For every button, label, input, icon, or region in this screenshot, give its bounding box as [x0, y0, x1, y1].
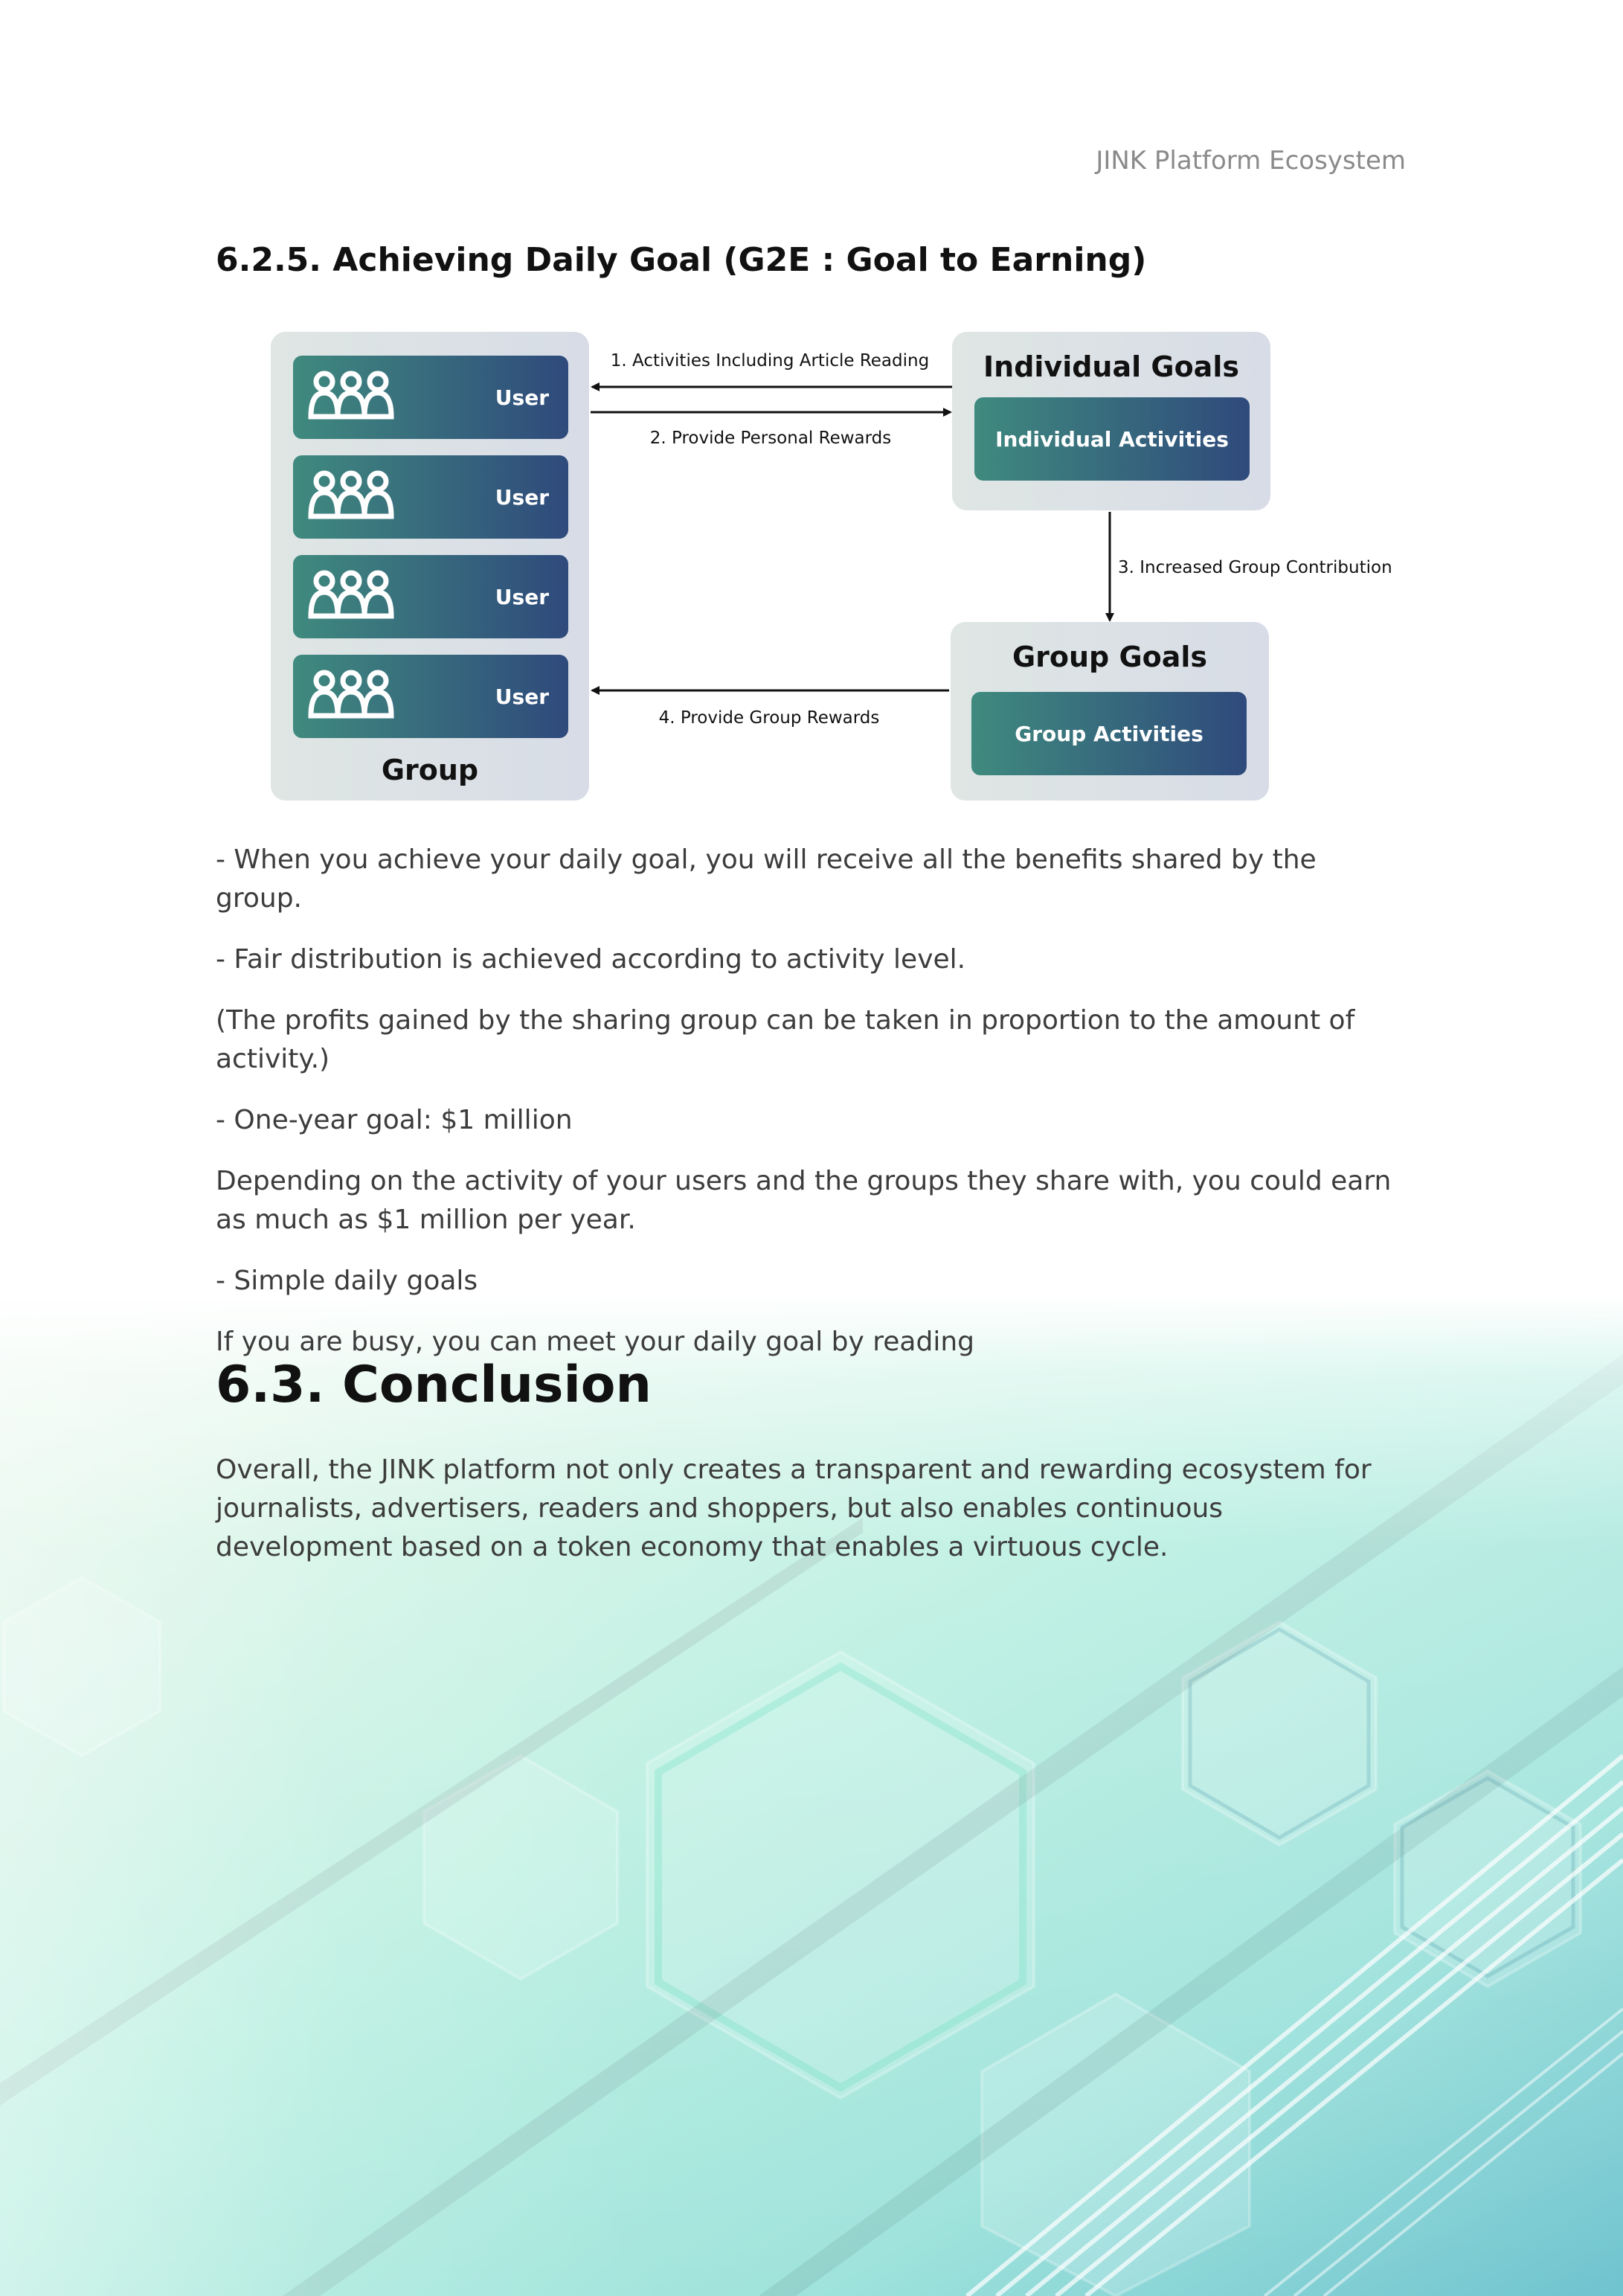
arrow-label-personal-rewards: 2. Provide Personal Rewards — [649, 429, 892, 448]
user-label: User — [495, 684, 549, 709]
group-activities-label: Group Activities — [1015, 722, 1203, 746]
section-title: 6.2.5. Achieving Daily Goal (G2E : Goal to Earning) — [216, 241, 1147, 279]
group-label: Group — [381, 754, 479, 786]
individual-activities-label: Individual Activities — [995, 427, 1229, 452]
conclusion-text: Overall, the JINK platform not only creates a transparent and rewarding ecosystem for journalists, advertisers, readers and shoppers, but also enables continuous development based on a token economy that enables a virtuous cycle. — [216, 1455, 1372, 1562]
arrow-label-group-contribution: 3. Increased Group Contribution — [1118, 558, 1392, 577]
user-card — [293, 555, 568, 638]
user-label: User — [495, 385, 549, 410]
paragraph: - Simple daily goals — [216, 1266, 478, 1296]
user-label: User — [495, 485, 549, 510]
group-goals-title: Group Goals — [1012, 641, 1208, 673]
paragraph: - When you achieve your daily goal, you will receive all the benefits shared by the group. — [216, 844, 1317, 914]
user-card — [293, 455, 568, 539]
paragraph: If you are busy, you can meet your daily goal by reading — [216, 1327, 975, 1357]
conclusion-title: 6.3. Conclusion — [216, 1356, 652, 1414]
paragraph: Depending on the activity of your users and the groups they share with, you could earn as much as $1 million per year. — [216, 1166, 1392, 1235]
arrow-label-activities: 1. Activities Including Article Reading — [610, 351, 930, 371]
body-text — [216, 841, 1406, 1384]
running-header: JINK Platform Ecosystem — [1096, 146, 1406, 176]
user-label: User — [495, 585, 549, 609]
g2e-diagram — [216, 320, 1413, 811]
paragraph: - Fair distribution is achieved according to activity level. — [216, 944, 966, 975]
individual-goals-title: Individual Goals — [983, 350, 1239, 383]
arrow-label-group-rewards: 4. Provide Group Rewards — [658, 708, 880, 728]
paragraph: (The profits gained by the sharing group can be taken in proportion to the amount of activity.) — [216, 1005, 1355, 1074]
paragraph: - One-year goal: $1 million — [216, 1105, 573, 1135]
user-card — [293, 356, 568, 439]
user-card — [293, 655, 568, 738]
